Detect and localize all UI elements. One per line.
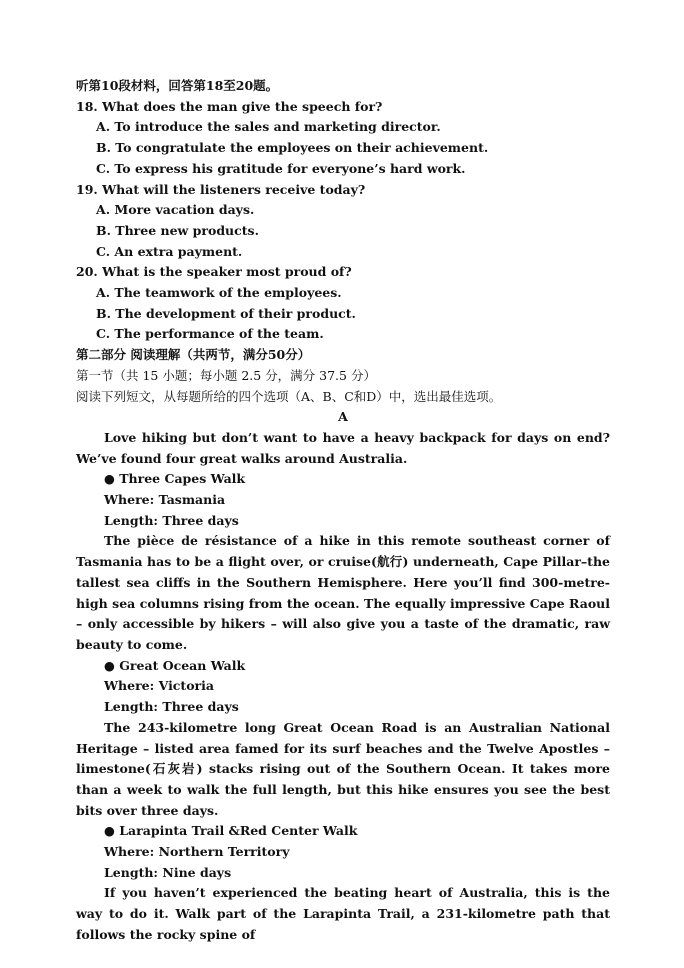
- walk-description: If you haven’t experienced the beating heart of Australia, this is the way to do it. Walk part of the Larapinta Trail, a 231-kilometre path that follows the rocky spine of: [76, 885, 610, 942]
- walk-title: ● Larapinta Trail &Red Center Walk: [104, 823, 358, 839]
- walk-where: Where: Northern Territory: [104, 844, 290, 860]
- exam-page: [76, 76, 610, 946]
- walk-where: Where: Tasmania: [104, 492, 226, 508]
- option-b: B. Three new products.: [96, 222, 259, 238]
- option-c: C. An extra payment.: [96, 243, 243, 259]
- option-a: A. To introduce the sales and marketing director.: [96, 119, 441, 135]
- option-a: A. More vacation days.: [96, 202, 255, 218]
- passage-intro: Love hiking but don’t want to have a heavy backpack for days on end? We’ve found four great walks around Australia.: [76, 429, 610, 466]
- passage-label: A: [338, 409, 348, 425]
- walk-title: ● Great Ocean Walk: [104, 657, 246, 673]
- option-a: A. The teamwork of the employees.: [96, 285, 342, 301]
- question-19: [76, 180, 610, 263]
- question-stem: 19. What will the listeners receive today?: [76, 181, 366, 197]
- question-18: [76, 97, 610, 180]
- question-stem: 20. What is the speaker most proud of?: [76, 264, 352, 280]
- option-b: B. The development of their product.: [96, 305, 356, 321]
- walk-where: Where: Victoria: [104, 678, 214, 694]
- option-c: C. The performance of the team.: [96, 326, 324, 342]
- walk-length: Length: Three days: [104, 512, 239, 528]
- option-b: B. To congratulate the employees on their achievement.: [96, 140, 489, 156]
- walk-title: ● Three Capes Walk: [104, 471, 246, 487]
- question-20: [76, 262, 610, 345]
- walk-description: The pièce de résistance of a hike in this remote southeast corner of Tasmania has to be a flight over, or cruise(航行) underneath, Cape Pillar–the tallest sea cliffs in the Southern Hemisphere. Here you’ll find 300-metre-high sea columns rising from the ocean. The equally impressive Cape Raoul – only accessible by hikers – will also give you a taste of the dramatic, raw beauty to come.: [76, 533, 610, 652]
- walk-description: The 243-kilometre long Great Ocean Road is an Australian National Heritage – listed area famed for its surf beaches and the Twelve Apostles – limestone(石灰岩) stacks rising out of the Southern Ocean. It takes more than a week to walk the full length, but this hike ensures you see the best bits over three days.: [76, 719, 610, 818]
- walk-larapinta: [76, 821, 610, 945]
- part2-heading: 第二部分 阅读理解（共两节，满分50分）: [76, 347, 311, 363]
- section10-intro: 听第10段材料，回答第18至20题。: [76, 78, 279, 93]
- reading-instructions: 阅读下列短文，从每题所给的四个选项（A、B、C和D）中，选出最佳选项。: [76, 388, 502, 404]
- walk-great-ocean: [76, 656, 610, 822]
- question-stem: 18. What does the man give the speech for?: [76, 98, 383, 114]
- walk-three-capes: [76, 469, 610, 655]
- section1-heading: 第一节（共 15 小题；每小题 2.5 分，满分 37.5 分）: [76, 367, 376, 383]
- option-c: C. To express his gratitude for everyone’s hard work.: [96, 160, 466, 176]
- walk-length: Length: Three days: [104, 699, 239, 715]
- walk-length: Length: Nine days: [104, 864, 232, 880]
